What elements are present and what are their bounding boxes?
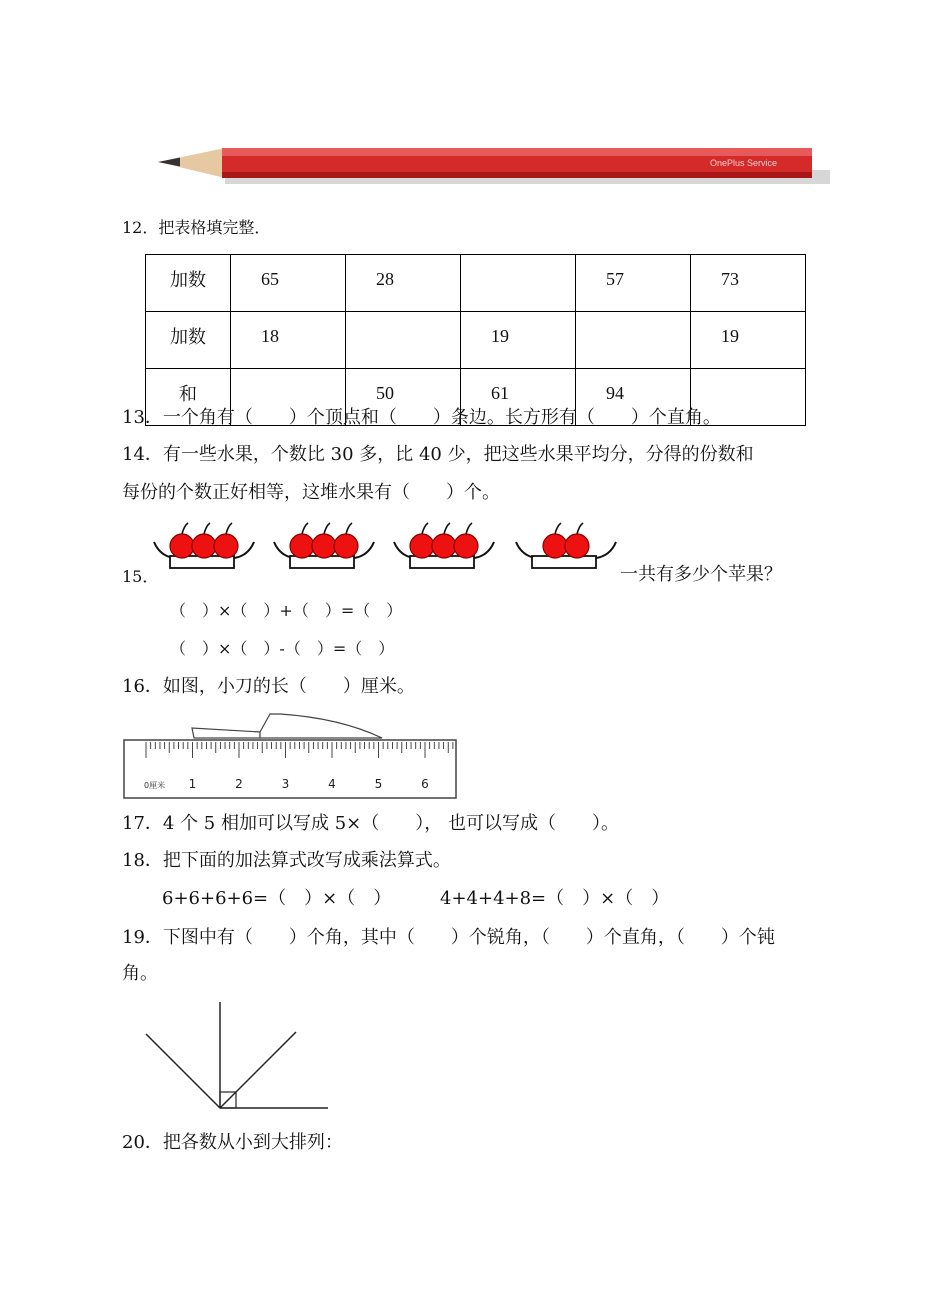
apple	[565, 534, 589, 558]
table-cell[interactable]	[461, 255, 576, 312]
ruler-tick-label: 5	[374, 777, 383, 791]
apple-plate	[394, 523, 494, 568]
table-cell[interactable]	[576, 312, 691, 369]
pencil-image	[150, 138, 840, 198]
table-cell: 65	[231, 255, 346, 312]
q15-equation-1: （ ）×（ ）+（ ）=（ ）	[170, 601, 403, 620]
q18-expr-2: 4+4+4+8=（ ）×（ ）	[440, 888, 670, 909]
table-cell: 加数	[146, 255, 231, 312]
q15-equation-2: （ ）×（ ）-（ ）=（ ）	[170, 639, 395, 658]
apple	[290, 534, 314, 558]
apple	[312, 534, 336, 558]
table-row	[146, 312, 806, 369]
ruler-tick-label: 4	[328, 777, 336, 791]
table-cell: 50	[346, 369, 461, 426]
table-cell: 和	[146, 369, 231, 426]
q14-line2: 每份的个数正好相等，这堆水果有（ ）个。	[122, 482, 500, 503]
apple	[543, 534, 567, 558]
table-cell: 19	[691, 312, 806, 369]
apple-plate	[154, 523, 254, 568]
apple	[192, 534, 216, 558]
q19-line2: 角。	[122, 963, 158, 984]
pencil-brand-text: OnePlus Service	[710, 158, 778, 168]
table-cell[interactable]	[346, 312, 461, 369]
q13-text: 13．一个角有（ ）个顶点和（ ）条边。长方形有（ ）个直角。	[122, 407, 721, 428]
apple	[432, 534, 456, 558]
table-cell: 57	[576, 255, 691, 312]
angles-diagram	[140, 1000, 340, 1116]
table-cell: 18	[231, 312, 346, 369]
ruler-tick-label: 3	[281, 777, 290, 791]
apple-plate	[274, 523, 374, 568]
apple-plate	[516, 523, 616, 568]
q14-line1: 14．有一些水果，个数比 30 多，比 40 少，把这些水果平均分，分得的份数和	[122, 444, 754, 465]
table-cell: 加数	[146, 312, 231, 369]
table-cell: 19	[461, 312, 576, 369]
apple	[334, 534, 358, 558]
q15-question: 一共有多少个苹果？	[620, 564, 782, 585]
table-cell: 94	[576, 369, 691, 426]
q16-prompt: 16．如图，小刀的长（ ）厘米。	[122, 676, 415, 697]
table-row	[146, 255, 806, 312]
apple-plates-image	[150, 518, 620, 574]
table-cell: 61	[461, 369, 576, 426]
ruler-tick-label: 6	[421, 777, 429, 791]
table-cell: 28	[346, 255, 461, 312]
apple	[170, 534, 194, 558]
addition-table	[145, 254, 806, 426]
apple	[454, 534, 478, 558]
ruler-tick-label: 1	[188, 777, 197, 791]
q19-line1: 19．下图中有（ ）个角，其中（ ）个锐角，（ ）个直角，（ ）个钝	[122, 927, 775, 948]
q18-prompt: 18．把下面的加法算式改写成乘法算式。	[122, 850, 451, 871]
ruler-unit-label: 0厘米	[144, 781, 166, 790]
apple	[214, 534, 238, 558]
apple	[410, 534, 434, 558]
table-cell: 73	[691, 255, 806, 312]
ruler-tick-label: 2	[235, 777, 243, 791]
q15-number: 15．	[122, 567, 159, 586]
q20-text: 20．把各数从小到大排列：	[122, 1132, 343, 1153]
q17-text: 17．4 个 5 相加可以写成 5×（ ）， 也可以写成（ ）。	[122, 813, 619, 834]
ruler-knife-image	[120, 708, 460, 800]
q18-expr-1: 6+6+6+6=（ ）×（ ）	[162, 888, 392, 909]
q12-prompt: 12．把表格填完整．	[122, 218, 271, 237]
